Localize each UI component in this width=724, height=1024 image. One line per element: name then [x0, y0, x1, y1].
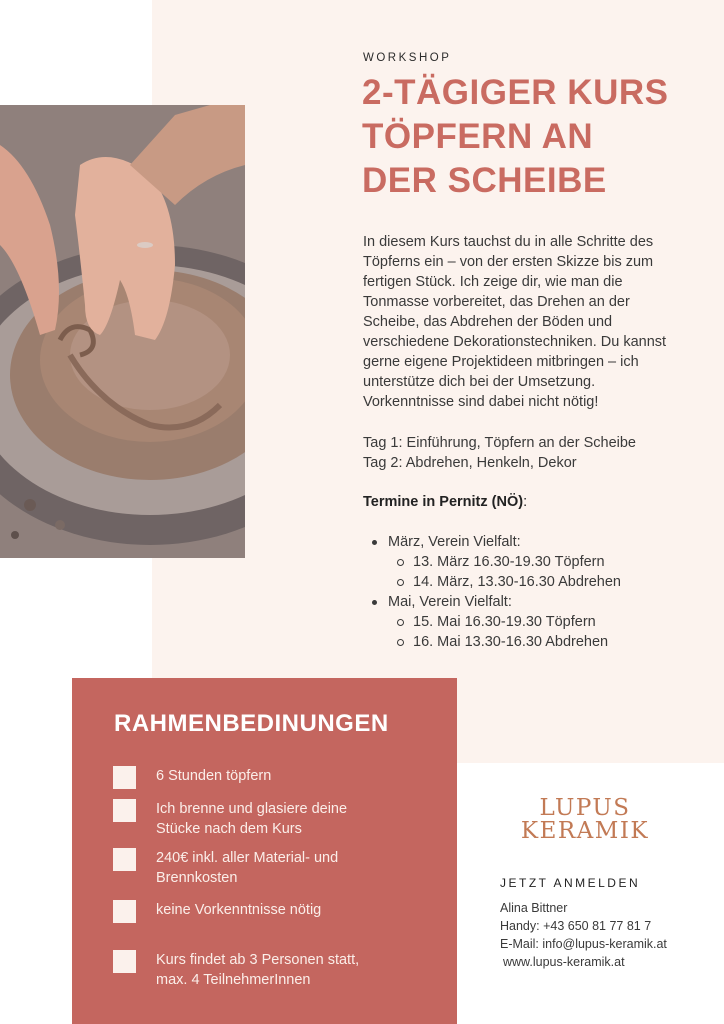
checkbox-square-icon [113, 900, 136, 923]
conditions-title: RAHMENBEDINUNGEN [114, 710, 389, 737]
contact-email[interactable]: E-Mail: info@lupus-keramik.at [500, 937, 667, 951]
condition-text: 6 Stunden töpfern [156, 768, 272, 784]
date-item: 15. Mai 16.30-19.30 Töpfern [363, 612, 693, 632]
date-group-march: März, Verein Vielfalt: [363, 532, 693, 552]
signup-heading: JETZT ANMELDEN [500, 876, 641, 890]
eyebrow-label: WORKSHOP [363, 52, 452, 64]
date-item: 13. März 16.30-19.30 Töpfern [363, 552, 693, 572]
logo-line-2: KERAMIK [520, 818, 650, 844]
condition-text: Kurs findet ab 3 Personen statt, max. 4 TeilnehmerInnen [156, 952, 360, 988]
logo-line-1: LUPUS [539, 795, 631, 821]
course-description: In diesem Kurs tauchst du in alle Schritte des Töpferns ein – von der ersten Skizze bis zum fertigen Stück. Ich zeige dir, wie man die Tonmasse vorbereitet, das Drehen an der Scheibe, das Abdrehen der Böden und verschiedene Dekorationstechniken. Du kannst gerne eigene Projektideen mitbringen – ich unterstütze dich bei der Umsetzung. Vorkenntnisse sind dabei nicht nötig! [363, 234, 667, 410]
date-item: 14. März, 13.30-16.30 Abdrehen [363, 572, 693, 592]
condition-text: 240€ inkl. aller Material- und Brennkosten [156, 850, 339, 886]
day-1: Tag 1: Einführung, Töpfern an der Scheibe [363, 435, 637, 451]
dates-heading-colon: : [523, 494, 528, 510]
date-item: 16. Mai 13.30-16.30 Abdrehen [363, 632, 693, 652]
dates-heading-label: Termine in Pernitz (NÖ) [363, 494, 524, 510]
day-2: Tag 2: Abdrehen, Henkeln, Dekor [363, 455, 577, 471]
checkbox-square-icon [113, 848, 136, 871]
dates-heading [363, 492, 527, 512]
checkbox-square-icon [113, 799, 136, 822]
checkbox-square-icon [113, 766, 136, 789]
contact-name: Alina Bittner [500, 901, 568, 915]
conditions-panel [72, 678, 457, 1024]
title-line: TÖPFERN AN [362, 117, 594, 156]
contact-info [500, 899, 720, 971]
checkbox-square-icon [113, 950, 136, 973]
title-line: DER SCHEIBE [362, 161, 607, 200]
dates-list [363, 532, 693, 652]
pottery-wheel-photo [0, 105, 245, 558]
date-group-may: Mai, Verein Vielfalt: [363, 592, 693, 612]
page-title [362, 71, 712, 203]
day-schedule [363, 433, 683, 473]
contact-phone[interactable]: Handy: +43 650 81 77 81 7 [500, 919, 652, 933]
title-line: 2-TÄGIGER KURS [362, 73, 669, 112]
condition-text: keine Vorkenntnisse nötig [156, 902, 322, 918]
condition-text: Ich brenne und glasiere deine Stücke nach dem Kurs [156, 801, 348, 837]
contact-website[interactable]: www.lupus-keramik.at [503, 955, 625, 969]
lupus-keramik-logo [520, 797, 650, 843]
